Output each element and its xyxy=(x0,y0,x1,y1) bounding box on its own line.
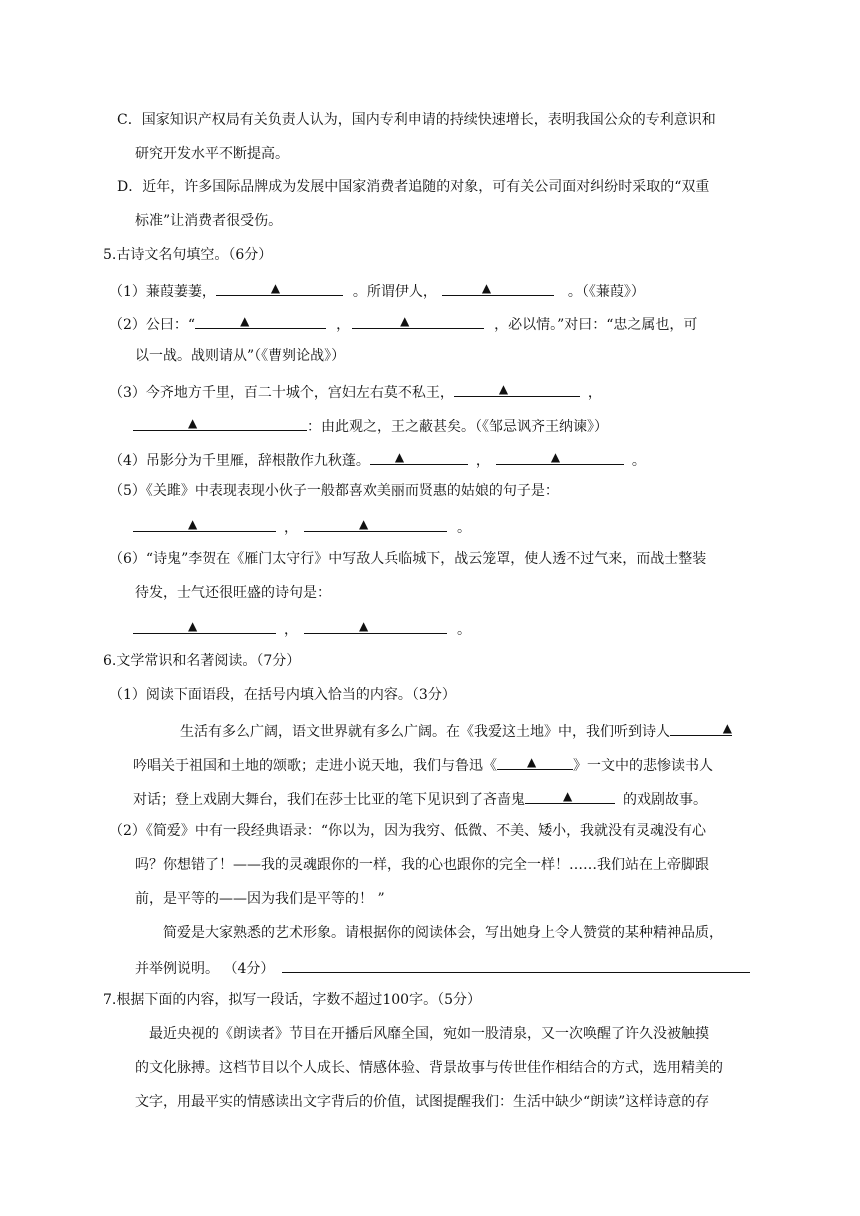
q5-s4-text-b: ， xyxy=(475,453,490,469)
triangle-mark-icon: ▲ xyxy=(481,281,492,295)
triangle-mark-icon: ▲ xyxy=(188,517,198,531)
q5-s5-line2 xyxy=(133,515,471,538)
triangle-mark-icon: ▲ xyxy=(188,619,198,633)
q6-p1-line2-text-b: 》一文中的悲惨读书人 xyxy=(573,758,713,774)
q5-s6-line2: 待发，士气还很旺盛的诗句是： xyxy=(135,585,331,601)
q6-p1-line1 xyxy=(180,719,732,742)
triangle-mark-icon: ▲ xyxy=(527,755,537,769)
q6-title: 6.文学常识和名著阅读。（7分） xyxy=(103,653,301,669)
q5-s1-text-a: （1）蒹葭萋萋， xyxy=(109,284,216,300)
q6-p1-line3-text-b: 的戏剧故事。 xyxy=(623,792,707,808)
triangle-mark-icon: ▲ xyxy=(563,789,573,803)
q6-p1-line2 xyxy=(133,753,713,776)
triangle-mark-icon: ▲ xyxy=(394,450,405,464)
option-c-line1: C．国家知识产权局有关负责人认为，国内专利申请的持续快速增长，表明我国公众的专利意识和 xyxy=(117,112,716,128)
q5-title: 5.古诗文名句填空。（6分） xyxy=(103,247,273,263)
triangle-mark-icon: ▲ xyxy=(270,281,281,295)
q5-s3-line2 xyxy=(133,414,608,437)
q6-p1-line3-text-a: 对话；登上戏剧大舞台，我们在莎士比亚的笔下见识到了吝啬鬼 xyxy=(133,792,525,808)
q5-s4-text-c: 。 xyxy=(631,453,646,469)
q6-p1-line3 xyxy=(133,787,707,810)
answer-blank[interactable] xyxy=(133,414,307,431)
q5-s5-text-b: ， xyxy=(284,520,298,536)
q5-s3-text-c: ：由此观之，王之蔽甚矣。（《邹忌讽齐王纳谏》） xyxy=(307,419,608,435)
answer-blank[interactable] xyxy=(454,380,580,397)
q5-s4-text-a: （4）吊影分为千里雁，辞根散作九秋蓬。 xyxy=(109,453,370,469)
answer-blank[interactable] xyxy=(442,279,554,296)
q5-s5: （5）《关雎》中表现表现小伙子一般都喜欢美丽而贤惠的姑娘的句子是： xyxy=(109,483,559,499)
q6-p1-line2-text-a: 吟唱关于祖国和土地的颂歌；走进小说天地，我们与鲁迅《 xyxy=(133,758,497,774)
q5-s1-text-c: 。（《蒹葭》） xyxy=(567,284,645,300)
triangle-mark-icon: ▲ xyxy=(240,314,250,328)
answer-blank[interactable] xyxy=(352,312,484,329)
q6-p2-line5 xyxy=(135,956,750,979)
q5-s2-text-a: （2）公曰：“ xyxy=(109,317,196,333)
q5-s2-text-b: ， xyxy=(336,317,351,333)
answer-line[interactable] xyxy=(282,956,750,973)
q5-s6-line3 xyxy=(133,617,471,640)
q5-s6-text-c: ， xyxy=(284,622,298,638)
answer-blank[interactable] xyxy=(496,448,624,465)
q6-p2-line5-text: 并举例说明。 （4分） xyxy=(135,961,275,977)
q5-s6: （6）“诗鬼”李贺在《雁门太守行》中写敌人兵临城下，战云笼罩，使人透不过气来，而战士整装 xyxy=(109,551,707,567)
q5-s5-text-c: 。 xyxy=(457,520,471,536)
answer-blank[interactable] xyxy=(133,617,276,634)
q7-line1: 最近央视的《朗读者》节目在开播后风靡全国，宛如一股清泉，又一次唤醒了许久没被触摸 xyxy=(149,1026,709,1042)
answer-blank[interactable] xyxy=(133,515,276,532)
q6-p1-head: （1）阅读下面语段，在括号内填入恰当的内容。（3分） xyxy=(109,687,456,703)
q6-p2-line1: （2）《简爱》中有一段经典语录：“你以为，因为我穷、低微、不美、矮小，我就没有灵魂没有心 xyxy=(109,823,707,839)
option-c-line2: 研究开发水平不断提高。 xyxy=(135,146,289,162)
q5-s3 xyxy=(109,380,602,403)
q5-s4 xyxy=(109,448,646,471)
q5-s2-line2: 以一战。战则请从”（《曹刿论战》） xyxy=(135,348,346,364)
answer-blank[interactable] xyxy=(304,515,447,532)
triangle-mark-icon: ▲ xyxy=(359,619,369,633)
option-d-line2: 标准”让消费者很受伤。 xyxy=(135,213,283,229)
q7-title: 7.根据下面的内容，拟写一段话，字数不超过100字。（5分） xyxy=(103,992,481,1008)
triangle-mark-icon: ▲ xyxy=(188,416,198,430)
answer-blank[interactable] xyxy=(195,312,326,329)
triangle-mark-icon: ▲ xyxy=(359,517,369,531)
answer-blank[interactable] xyxy=(370,448,468,465)
q6-p2-line2: 吗？你想错了！——我的灵魂跟你的一样，我的心也跟你的完全一样！……我们站在上帝脚跟 xyxy=(135,857,709,873)
q5-s2-text-c: ，必以情。”对曰：“忠之属也，可 xyxy=(494,317,698,333)
option-d-line1: D．近年，许多国际品牌成为发展中国家消费者追随的对象，可有关公司面对纠纷时采取的“双重 xyxy=(117,179,710,195)
q6-p2-line4: 简爱是大家熟悉的艺术形象。请根据你的阅读体会，写出她身上令人赞赏的某种精神品质， xyxy=(163,925,723,941)
q5-s1 xyxy=(109,279,645,302)
triangle-mark-icon: ▲ xyxy=(498,382,509,396)
triangle-mark-icon: ▲ xyxy=(400,314,410,328)
answer-blank[interactable] xyxy=(216,279,343,296)
triangle-mark-icon: ▲ xyxy=(550,450,561,464)
triangle-mark-icon: ▲ xyxy=(722,721,732,735)
q5-s3-text-b: ， xyxy=(587,385,602,401)
q7-line2: 的文化脉搏。这档节目以个人成长、情感体验、背景故事与传世佳作相结合的方式，选用精美的 xyxy=(135,1060,723,1076)
q7-line3: 文字，用最平实的情感读出文字背后的价值，试图提醒我们：生活中缺少“朗读”这样诗意的存 xyxy=(135,1094,710,1110)
answer-blank[interactable] xyxy=(304,617,447,634)
q5-s2 xyxy=(109,312,697,335)
answer-blank[interactable] xyxy=(497,753,573,770)
answer-blank[interactable] xyxy=(525,787,615,804)
q6-p1-line1-text: 生活有多么广阔，语文世界就有多么广阔。在《我爱这土地》中，我们听到诗人 xyxy=(180,724,670,740)
q5-s6-text-d: 。 xyxy=(457,622,471,638)
q6-p2-line3: 前，是平等的——因为我们是平等的！ ” xyxy=(135,891,385,907)
q5-s1-text-b: 。所谓伊人， xyxy=(352,284,437,300)
q5-s3-text-a: （3）今齐地方千里，百二十城个，宫妇左右莫不私王， xyxy=(109,385,454,401)
answer-blank[interactable] xyxy=(670,719,732,736)
